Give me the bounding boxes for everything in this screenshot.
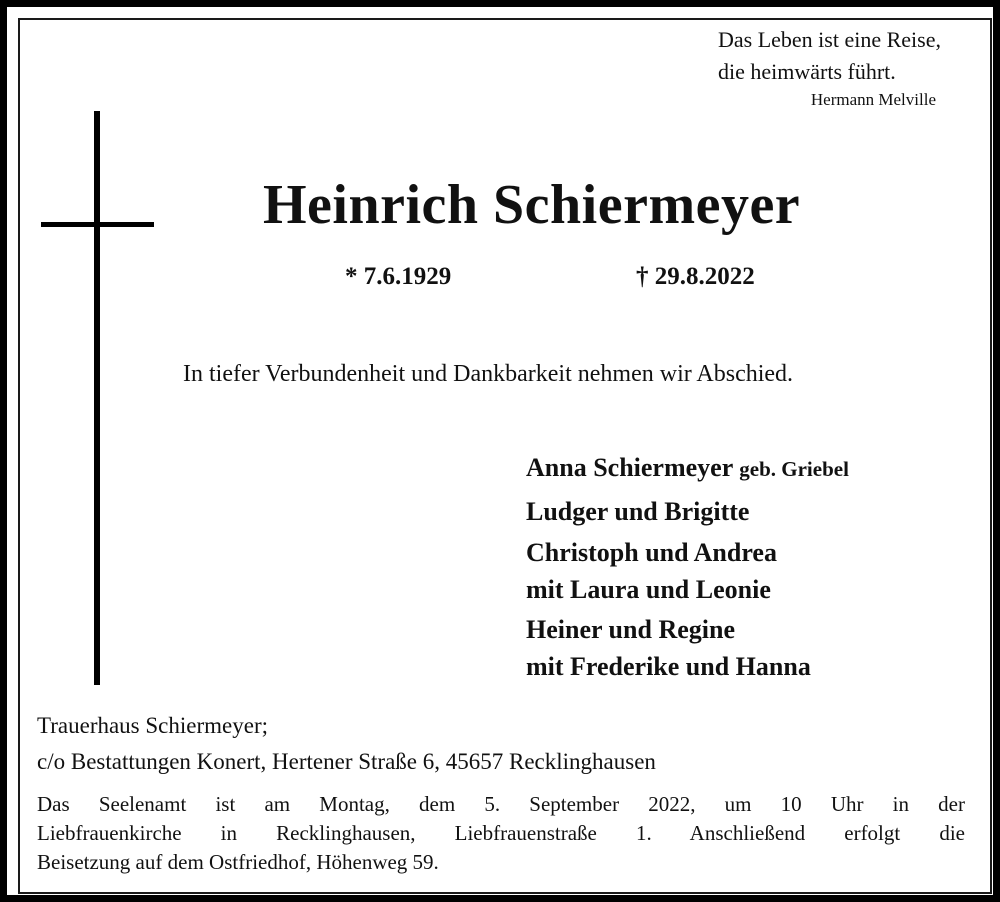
family-line: Heiner und Regine xyxy=(526,615,735,644)
cross-icon-vertical xyxy=(94,111,100,685)
death-date: † 29.8.2022 xyxy=(636,263,755,290)
farewell-text: In tiefer Verbundenheit und Dankbarkeit nehmen wir Abschied. xyxy=(183,361,794,387)
family-group-heiner xyxy=(526,611,849,685)
family-list xyxy=(526,448,849,688)
family-line: mit Laura und Leonie xyxy=(526,575,771,604)
family-spouse xyxy=(526,448,849,489)
family-line: Ludger und Brigitte xyxy=(526,497,750,526)
spouse-name: Anna Schiermeyer xyxy=(526,453,733,482)
service-info xyxy=(37,790,965,877)
quote xyxy=(718,24,941,88)
quote-line-1: Das Leben ist eine Reise, xyxy=(718,27,941,52)
quote-line-2: die heimwärts führt. xyxy=(718,59,896,84)
service-line-3: Beisetzung auf dem Ostfriedhof, Höhenweg 59. xyxy=(37,850,439,874)
deceased-name: Heinrich Schiermeyer xyxy=(263,174,801,236)
address-line-2: c/o Bestattungen Konert, Hertener Straße 6, 45657 Recklinghausen xyxy=(37,749,656,774)
family-line: Christoph und Andrea xyxy=(526,538,777,567)
family-group-christoph xyxy=(526,534,849,608)
family-line: mit Frederike und Hanna xyxy=(526,652,811,681)
address-line-1: Trauerhaus Schiermeyer; xyxy=(37,713,268,738)
service-line-1: Das Seelenamt ist am Montag, dem 5. September 2022, um 10 Uhr in der xyxy=(37,792,965,816)
quote-author: Hermann Melville xyxy=(810,90,936,109)
address-block xyxy=(37,708,656,780)
spouse-maiden-name: geb. Griebel xyxy=(739,457,849,481)
birth-date: * 7.6.1929 xyxy=(345,263,452,290)
service-line-2: Liebfrauenkirche in Recklinghausen, Liebfrauenstraße 1. Anschließend erfolgt die xyxy=(37,821,965,845)
cross-icon-horizontal xyxy=(41,222,154,227)
